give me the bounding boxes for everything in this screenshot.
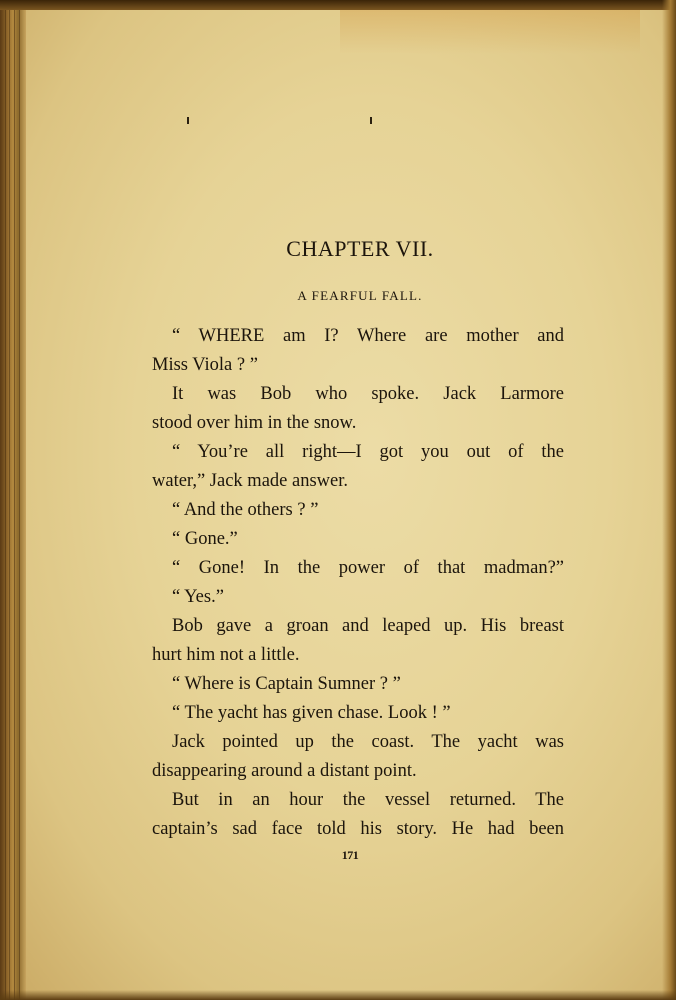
text-line: water,” Jack made answer. bbox=[152, 471, 348, 491]
text-line: But in an hour the vessel returned. The bbox=[172, 790, 564, 810]
chapter-subtitle: A FEARFUL FALL. bbox=[297, 288, 423, 303]
text-line: “ You’re all right—I got you out of the bbox=[172, 442, 564, 462]
text-line: “ Yes.” bbox=[172, 587, 224, 607]
page-top-edge bbox=[0, 0, 676, 10]
print-mark bbox=[370, 117, 372, 124]
text-line: Bob gave a groan and leaped up. His breast bbox=[172, 616, 564, 636]
page-number: 171 bbox=[341, 848, 359, 862]
text-line: “ Where is Captain Sumner ? ” bbox=[172, 674, 401, 694]
text-line: It was Bob who spoke. Jack Larmore bbox=[172, 384, 564, 404]
text-line: hurt him not a little. bbox=[152, 645, 300, 665]
text-line: disappearing around a distant point. bbox=[152, 761, 417, 781]
text-line: “ Gone! In the power of that madman?” bbox=[172, 558, 564, 578]
text-line: “ And the others ? ” bbox=[172, 500, 319, 520]
page-right-edge bbox=[662, 0, 676, 1000]
text-line: stood over him in the snow. bbox=[152, 413, 357, 433]
chapter-title: CHAPTER VII. bbox=[286, 236, 434, 261]
text-line: “ The yacht has given chase. Look ! ” bbox=[172, 703, 451, 723]
text-line: “ WHERE am I? Where are mother and bbox=[172, 326, 564, 346]
print-mark bbox=[187, 117, 189, 124]
page-stain bbox=[340, 10, 640, 54]
text-line: Jack pointed up the coast. The yacht was bbox=[172, 732, 564, 752]
book-spine bbox=[0, 0, 26, 1000]
page-bottom-edge bbox=[0, 990, 676, 1000]
text-line: Miss Viola ? ” bbox=[152, 355, 258, 375]
text-line: “ Gone.” bbox=[172, 529, 238, 549]
chapter-body bbox=[152, 322, 564, 844]
text-line: captain’s sad face told his story. He had been bbox=[152, 819, 564, 839]
